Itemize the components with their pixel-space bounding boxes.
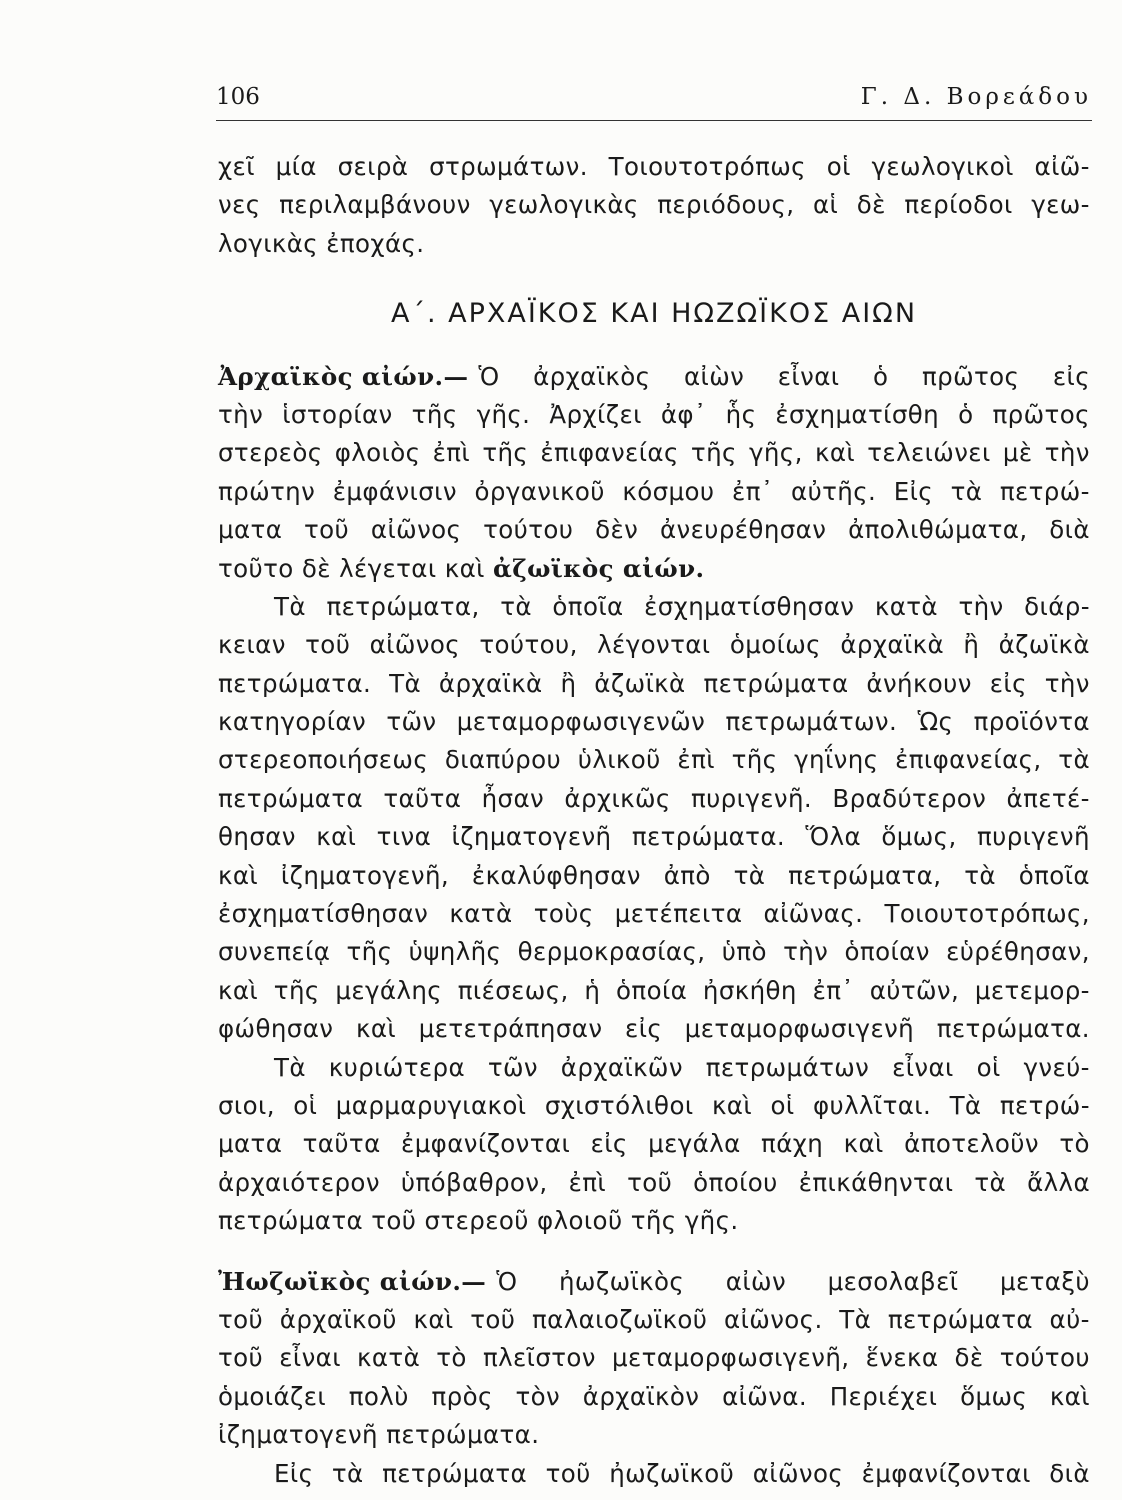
text-line (218, 550, 1090, 588)
text-line: Εἰς τὰ πετρώματα τοῦ ἠωζωϊκοῦ αἰῶνος ἐμφανίζονται διὰ (274, 1458, 1090, 1488)
text-line: πετρώματα ταῦτα ἦσαν ἀρχικῶς πυριγενῆ. Βραδύτερον ἀπετέ- (218, 783, 1090, 813)
text-line: κατηγορίαν τῶν μεταμορφωσιγενῶν πετρωμάτων. Ὡς προϊόντα (218, 707, 1090, 737)
paragraph-eozoic (218, 1263, 1090, 1455)
text-line (218, 358, 1090, 396)
text-line: χεῖ μία σειρὰ στρωμάτων. Τοιουτοτρόπως οἱ γεωλογικοὶ αἰῶ- (218, 152, 1090, 181)
running-title: Γ. Δ. Βορεάδου (860, 84, 1092, 110)
section-title: Α΄. ΑΡΧΑΪΚΟΣ ΚΑΙ ΗΩΖΩΪΚΟΣ ΑΙΩΝ (390, 298, 918, 330)
text-line: τοῦ εἶναι κατὰ τὸ πλεῖστον μεταμορφωσιγενῆ, ἕνεκα δὲ τούτου (218, 1343, 1090, 1373)
text-line: ἀρχαιότερον ὑπόβαθρον, ἐπὶ τοῦ ὁποίου ἐπικάθηνται τὰ ἄλλα (218, 1167, 1090, 1197)
paragraph-archaic-rocks (218, 588, 1090, 1049)
text-line: πετρώματα. Τὰ ἀρχαϊκὰ ἢ ἀζωϊκὰ πετρώματα ἀνήκουν εἰς τὴν (218, 668, 1090, 698)
text-line-rest: Ὁ ἠωζωϊκὸς αἰὼν μεσολαβεῖ μεταξὺ (496, 1266, 1090, 1296)
text-line: Τὰ πετρώματα, τὰ ὁποῖα ἐσχηματίσθησαν κατὰ τὴν διάρ- (274, 591, 1090, 621)
text-line: ἐσχηματίσθησαν κατὰ τοὺς μετέπειτα αἰῶνας. Τοιουτοτρόπως, (218, 899, 1090, 929)
text-line: στερεοποιήσεως διαπύρου ὑλικοῦ ἐπὶ τῆς γηΐνης ἐπιφανείας, τὰ (218, 745, 1090, 775)
text-line-start: τοῦτο δὲ λέγεται καὶ (218, 553, 485, 583)
text-line: ματα τοῦ αἰῶνος τούτου δὲν ἀνευρέθησαν ἀπολιθώματα, διὰ (218, 515, 1090, 545)
text-line: συνεπείᾳ τῆς ὑψηλῆς θερμοκρασίας, ὑπὸ τὴν ὁποίαν εὑρέθησαν, (218, 937, 1090, 967)
text-line: νες περιλαμβάνουν γεωλογικὰς περιόδους, αἱ δὲ περίοδοι γεω- (218, 190, 1090, 220)
paragraph-intro (218, 148, 1090, 263)
archaic-heading: Ἀρχαϊκὸς αἰών.— (218, 361, 469, 391)
text-line: τὴν ἱστορίαν τῆς γῆς. Ἀρχίζει ἀφ᾽ ἧς ἐσχηματίσθη ὁ πρῶτος (218, 399, 1090, 429)
body-text (218, 148, 1090, 1493)
text-line: σιοι, οἱ μαρμαρυγιακοὶ σχιστόλιθοι καὶ οἱ φυλλῖται. Τὰ πετρώ- (218, 1090, 1090, 1120)
eozoic-heading: Ἠωζωϊκὸς αἰών.— (218, 1266, 487, 1296)
text-line: πετρώματα τοῦ στερεοῦ φλοιοῦ τῆς γῆς. (218, 1206, 739, 1236)
page-header (216, 84, 1092, 121)
page-number: 106 (216, 84, 260, 110)
paragraph-eozoic-rocks (218, 1455, 1090, 1493)
text-line: τοῦ ἀρχαϊκοῦ καὶ τοῦ παλαιοζωϊκοῦ αἰῶνος. Τὰ πετρώματα αὐ- (218, 1304, 1090, 1334)
text-line: ἰζηματογενῆ πετρώματα. (218, 1420, 540, 1450)
text-line: πρώτην ἐμφάνισιν ὀργανικοῦ κόσμου ἐπ᾽ αὐτῆς. Εἰς τὰ πετρώ- (218, 476, 1090, 506)
text-line: θησαν καὶ τινα ἰζηματογενῆ πετρώματα. Ὅλα ὅμως, πυριγενῆ (218, 822, 1090, 852)
text-line: κειαν τοῦ αἰῶνος τούτου, λέγονται ὁμοίως ἀρχαϊκὰ ἢ ἀζωϊκὰ (218, 630, 1090, 660)
paragraph-gap (218, 1241, 1090, 1263)
text-line: ὁμοιάζει πολὺ πρὸς τὸν ἀρχαϊκὸν αἰῶνα. Περιέχει ὅμως καὶ (218, 1381, 1090, 1411)
text-line: Τὰ κυριώτερα τῶν ἀρχαϊκῶν πετρωμάτων εἶναι οἱ γνεύ- (274, 1052, 1090, 1082)
text-line: καὶ ἰζηματογενῆ, ἐκαλύφθησαν ἀπὸ τὰ πετρώματα, τὰ ὁποῖα (218, 860, 1090, 890)
text-line: ματα ταῦτα ἐμφανίζονται εἰς μεγάλα πάχη καὶ ἀποτελοῦν τὸ (218, 1129, 1090, 1159)
paragraph-archaic-main-rocks (218, 1049, 1090, 1241)
text-line: καὶ τῆς μεγάλης πιέσεως, ἡ ὁποία ἠσκήθη ἐπ᾽ αὐτῶν, μετεμορ- (218, 975, 1090, 1005)
text-line: φώθησαν καὶ μετετράπησαν εἰς μεταμορφωσιγενῆ πετρώματα. (218, 1014, 1090, 1044)
text-line (218, 1263, 1090, 1301)
text-line-rest: Ὁ ἀρχαϊκὸς αἰὼν εἶναι ὁ πρῶτος εἰς (478, 361, 1090, 391)
azoic-term: ἀζωϊκὸς αἰών. (493, 553, 705, 583)
text-line: λογικὰς ἐποχάς. (218, 228, 425, 258)
paragraph-archaic (218, 358, 1090, 588)
text-line: στερεὸς φλοιὸς ἐπὶ τῆς ἐπιφανείας τῆς γῆς, καὶ τελειώνει μὲ τὴν (218, 438, 1090, 468)
